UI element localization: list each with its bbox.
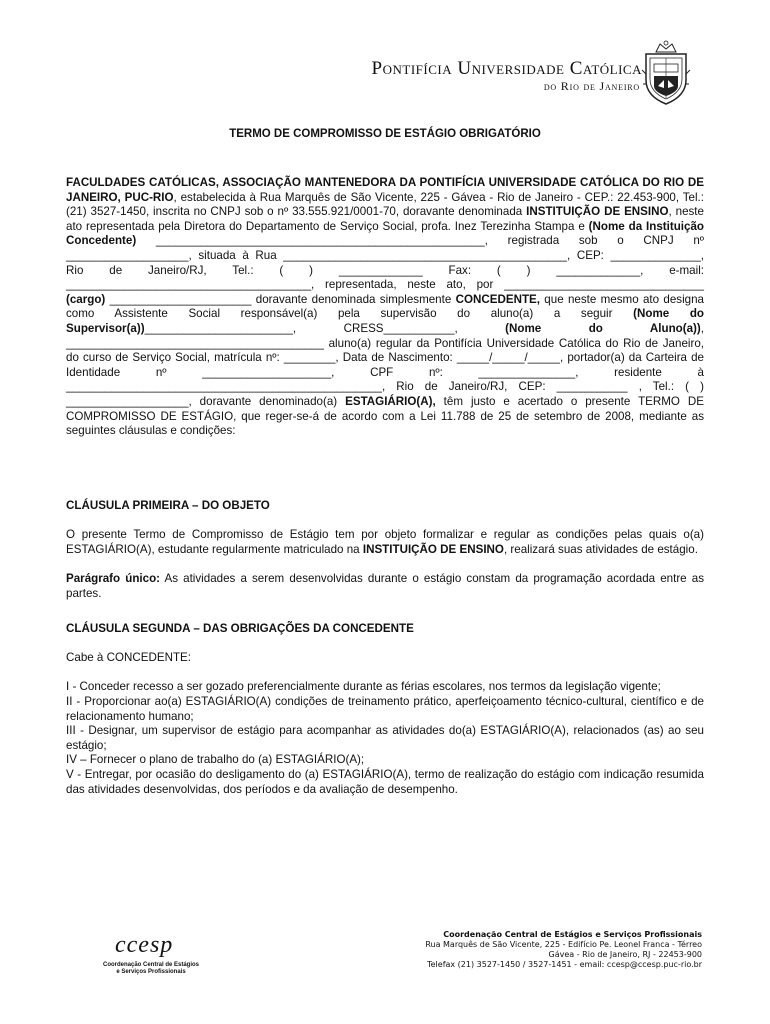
university-subtitle: do Rio de Janeiro [543, 79, 640, 93]
footer-contact [425, 930, 702, 970]
intro-bold-2: INSTITUIÇÃO DE ENSINO [526, 205, 669, 219]
clause-2-intro: Cabe à CONCEDENTE: [66, 651, 191, 665]
clause-1-section [66, 499, 704, 601]
footer-title: Coordenação Central de Estágios e Serviços Profissionais [443, 930, 702, 939]
ccesp-logo-sub-1: Coordenação Central de Estágios [102, 962, 200, 968]
intro-bold-3: (Nome da Instituição Concedente) [66, 219, 704, 248]
list-item: V - Entregar, por ocasião do desligamento do (a) ESTAGIÁRIO(A), termo de realização do estágio com indicação resumida das atividades desenvolvidas, dos períodos e da avaliação de desempenho. [66, 767, 704, 796]
institution-name: FACULDADES CATÓLICAS, ASSOCIAÇÃO MANTENEDORA DA PONTIFÍCIA UNIVERSIDADE CATÓLICA DO RIO DE JANEIRO, PUC-RIO [66, 176, 704, 204]
clause-1-text-b: , realizará suas atividades de estágio. [503, 542, 698, 556]
intro-bold-4: (cargo) [66, 292, 106, 306]
clause-1-text-a: O presente Termo de Compromisso de Estágio tem por objeto formalizar e regular as condições pelas quais o(a) ESTAGIÁRIO(A), estudante regularmente matriculado na [66, 528, 704, 556]
ccesp-logo [95, 932, 215, 980]
ccesp-logo-sub-2: e Serviços Profissionais [116, 969, 186, 975]
university-name: Pontifícia Universidade Católica [371, 58, 642, 79]
intro-text-4: ______________________ doravante denominada simplesmente [105, 292, 456, 306]
intro-bold-8: ESTAGIÁRIO(A), [345, 394, 436, 408]
clause-1-heading: CLÁUSULA PRIMEIRA – DO OBJETO [66, 499, 270, 512]
clause-1-text [66, 528, 704, 557]
intro-text-8: têm justo e acertado o presente TERMO DE COMPROMISSO DE ESTÁGIO, que reger-se-á de acordo com a Lei 11.788 de 25 de setembro de 2008, mediante as seguintes cláusulas e condições: [66, 394, 704, 438]
ccesp-logo-mark: ccesp [115, 932, 174, 958]
intro-text-2: , neste ato representada pela Diretora do Departamento de Serviço Social, profa. Inez Terezinha Stampa e [66, 205, 704, 233]
intro-text-1: , estabelecida à Rua Marquês de São Vicente, 225 - Gávea - Rio de Janeiro - CEP.: 22.453-900, Tel.: (21) 3527-1450, inscrita no CNPJ sob o nº 33.555.921/0001-70, doravante denominada [66, 190, 704, 219]
paragraph-label: Parágrafo único: [66, 571, 161, 585]
intro-paragraph [66, 176, 704, 439]
intro-bold-5: CONCEDENTE, [455, 292, 540, 306]
list-item: IV – Fornecer o plano de trabalho do (a) ESTAGIÁRIO(A); [66, 753, 365, 767]
intro-bold-7: (Nome do Aluno(a)) [505, 321, 701, 335]
footer-address-1: Rua Marquês de São Vicente, 225 - Edifício Pe. Leonel Franca - Térreo [425, 940, 702, 949]
clause-1-paragraph-unico [66, 572, 704, 601]
intro-text-6: _______________________, CRESS___________, [144, 321, 506, 335]
university-logo-text [371, 58, 642, 94]
clause-2-section [66, 622, 704, 797]
document-title: TERMO DE COMPROMISSO DE ESTÁGIO OBRIGATÓRIO [229, 128, 541, 140]
footer-contact-line: Telefax (21) 3527-1450 / 3527-1451 - email: ccesp@ccesp.puc-rio.br [427, 960, 702, 969]
paragraph-text: As atividades a serem desenvolvidas durante o estágio constam da programação acordada entre as partes. [66, 571, 704, 600]
list-item: III - Designar, um supervisor de estágio para acompanhar as atividades do(a) ESTAGIÁRIO(A), relacionados (as) ao seu estágio; [66, 724, 704, 752]
list-item: I - Conceder recesso a ser gozado preferencialmente durante as férias escolares, nos termos da legislação vigente; [66, 680, 661, 694]
intro-text-3: ___________________________________________________, registrada sob o CNPJ nº ___________________, situada à Rua ____________________________________________, CEP: ______________, Rio de Janeiro/RJ, Tel.: ( ) _____________ Fax: ( ) _____________, e-mail: ______________________________________, representada, neste ato, por _______________________________ [66, 234, 704, 292]
puc-crest-icon [640, 40, 692, 106]
ccesp-logo-subtitle [95, 962, 207, 976]
list-item: II - Proporcionar ao(a) ESTAGIÁRIO(A) condições de treinamento prático, aperfeiçoamento técnico-cultural, científico e de relacionamento humano; [66, 694, 704, 723]
clause-1-text-bold: INSTITUIÇÃO DE ENSINO [362, 542, 504, 556]
intro-text-7: , ________________________________________ aluno(a) regular da Pontifícia Universidade Católica do Rio de Janeiro, do curso de Serviço Social, matrícula nº: ________, Data de Nascimento: _____/_____/_____, portador(a) da Carteira de Identidade nº ____________________, CPF nº: _______________, residente à _________________________________________________, Rio de Janeiro/RJ, CEP: ___________ , Tel.: ( ) ___________________, doravante denominado(a) [66, 321, 704, 408]
intro-text-5: que neste mesmo ato designa como Assistente Social responsável(a) pela supervisão do aluno(a) a seguir [66, 292, 704, 321]
intro-bold-6: (Nome do Supervisor(a)) [66, 307, 704, 335]
clause-2-heading: CLÁUSULA SEGUNDA – DAS OBRIGAÇÕES DA CONCEDENTE [66, 622, 414, 635]
footer-address-2: Gávea - Rio de Janeiro, RJ - 22453-900 [548, 950, 702, 959]
